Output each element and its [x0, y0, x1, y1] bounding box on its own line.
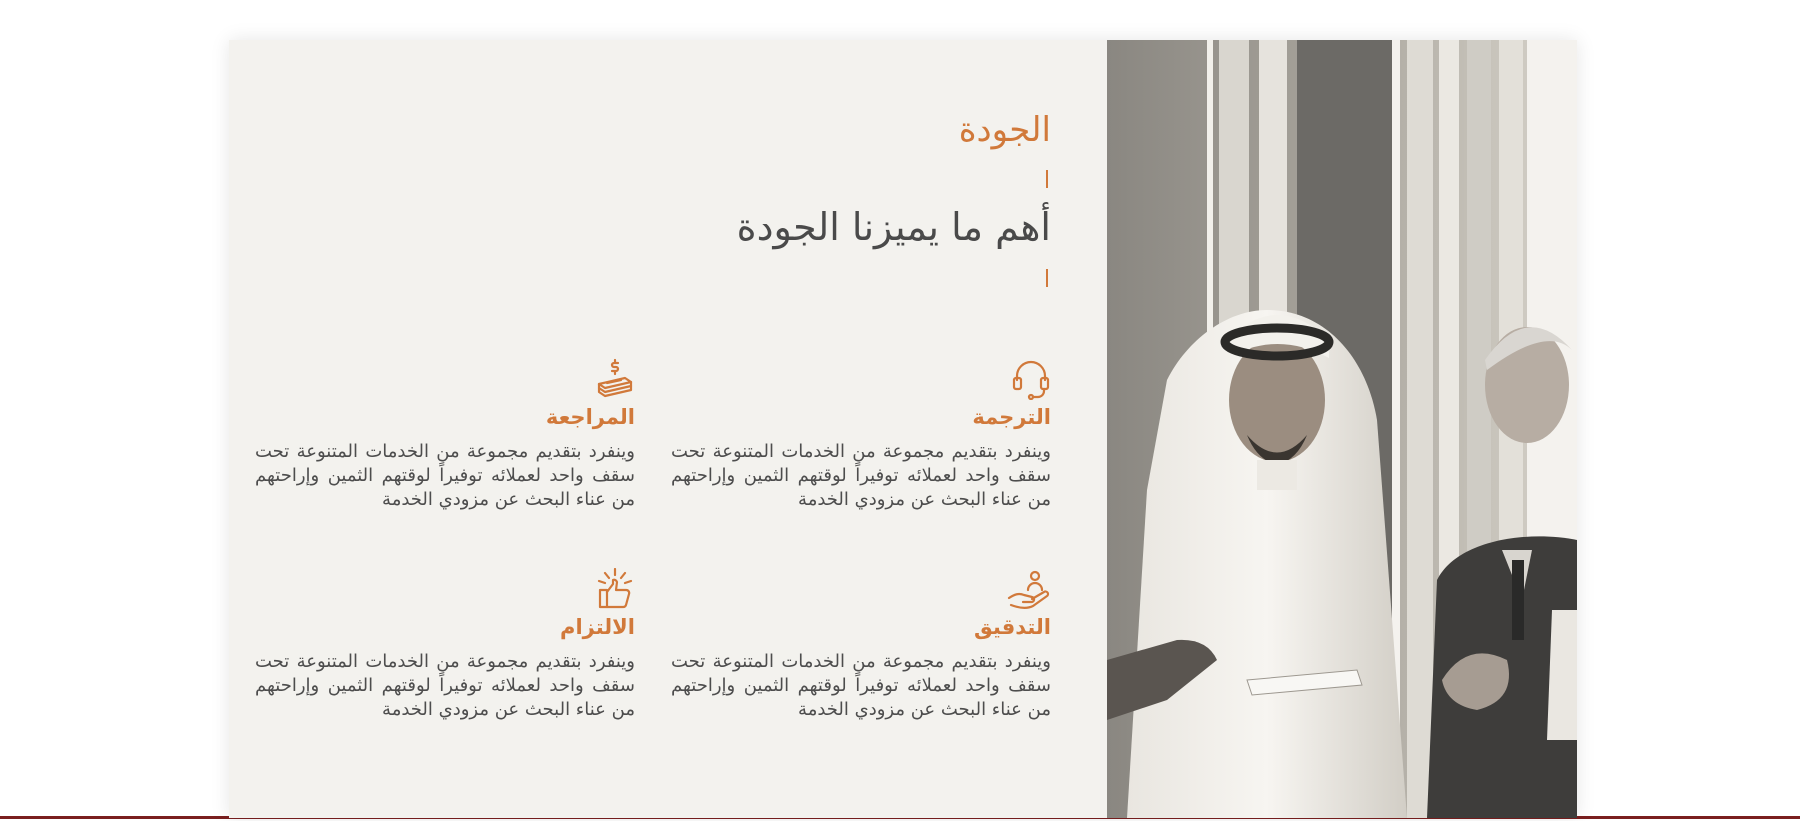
divider-tick	[1046, 269, 1048, 287]
hand-person-icon	[671, 568, 1051, 612]
feature-description: وينفرد بتقديم مجموعة من الخدمات المتنوعة تحت سقف واحد لعملائه توفيراً لوقتهم الثمين وإراحتهم من عناء البحث عن مزودي الخدمة	[255, 651, 635, 720]
feature-title: الالتزام	[560, 615, 635, 639]
quality-section-card	[229, 40, 1577, 818]
section-headline: أهم ما يميزنا الجودة	[736, 205, 1051, 249]
feature-review	[255, 358, 635, 512]
divider-tick	[1046, 170, 1048, 188]
feature-audit	[671, 568, 1051, 722]
headset-icon	[671, 358, 1051, 402]
thumbs-up-icon	[255, 568, 635, 612]
feature-commitment	[255, 568, 635, 722]
feature-description: وينفرد بتقديم مجموعة من الخدمات المتنوعة تحت سقف واحد لعملائه توفيراً لوقتهم الثمين وإراحتهم من عناء البحث عن مزودي الخدمة	[671, 651, 1051, 720]
section-eyebrow: الجودة	[958, 110, 1051, 150]
business-meeting-photo	[1107, 40, 1577, 818]
money-stack-icon	[255, 358, 635, 402]
feature-title: الترجمة	[972, 405, 1051, 429]
feature-translation	[671, 358, 1051, 512]
feature-title: التدقيق	[973, 615, 1051, 639]
feature-title: المراجعة	[545, 405, 635, 429]
quality-content	[229, 40, 1107, 818]
feature-description: وينفرد بتقديم مجموعة من الخدمات المتنوعة تحت سقف واحد لعملائه توفيراً لوقتهم الثمين وإراحتهم من عناء البحث عن مزودي الخدمة	[255, 441, 635, 510]
feature-description: وينفرد بتقديم مجموعة من الخدمات المتنوعة تحت سقف واحد لعملائه توفيراً لوقتهم الثمين وإراحتهم من عناء البحث عن مزودي الخدمة	[671, 441, 1051, 510]
